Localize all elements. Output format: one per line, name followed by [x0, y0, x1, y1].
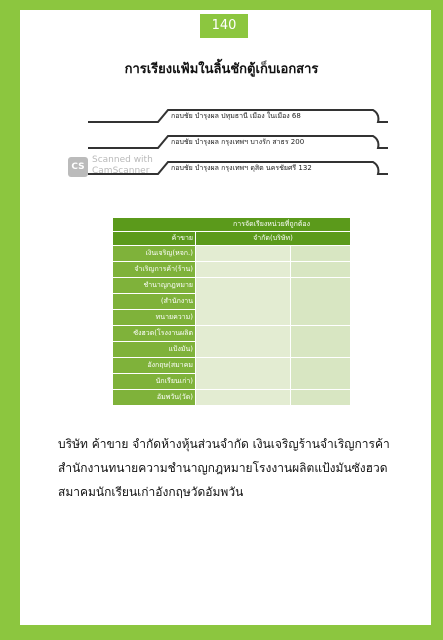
row-label: ชำนาญกฎหมาย: [113, 278, 196, 294]
table-row: [113, 246, 351, 262]
row-label: นักเรียนเก่า): [113, 374, 196, 390]
folder-label-2: กอบชัย บำรุงผล กรุงเทพฯ บางรัก สาธร 200: [171, 138, 305, 146]
page-number: 140: [200, 14, 248, 38]
folder-label-1: กอบชัย บำรุงผล ปทุมธานี เมือง ในเมือง 68: [171, 112, 301, 120]
column-header-1: ค้าขาย: [113, 232, 196, 246]
folder-label-3: กอบชัย บำรุงผล กรุงเทพฯ ดุสิต นครชัยศรี 132: [171, 164, 312, 172]
row-label: จำเริญการค้า(ร้าน): [113, 262, 196, 278]
row-label: (สำนักงาน: [113, 294, 196, 310]
row-label: ทนายความ): [113, 310, 196, 326]
table-row: [113, 278, 351, 294]
table-header: การจัดเรียงหน่วยที่ถูกต้อง: [113, 218, 351, 232]
body-paragraph: บริษัท ค้าขาย จำกัดห้างหุ้นส่วนจำกัด เงินเจริญร้านจำเริญการค้า สำนักงานทนายความชำนาญกฎหมายโรงงานผลิตแป้งมันซังฮวด สมาคมนักเรียนเก่าอังกฤษวัดอัมพวัน: [58, 437, 390, 499]
page-title: การเรียงแฟ้มในลิ้นชักตู้เก็บเอกสาร: [124, 62, 319, 77]
row-label: แป้งมัน): [113, 342, 196, 358]
row-label: อัมพวัน(วัด): [113, 390, 196, 406]
table-row: [113, 326, 351, 342]
camscanner-logo: CS: [68, 157, 88, 177]
row-label: อังกฤษ(สมาคม: [113, 358, 196, 374]
table-row: [113, 262, 351, 278]
row-label: เงินเจริญ(หจก.): [113, 246, 196, 262]
filing-order-table: [112, 217, 351, 406]
table-row: [113, 358, 351, 374]
scan-watermark: [68, 155, 178, 183]
table-row: [113, 390, 351, 406]
watermark-line-1: Scanned with: [92, 155, 153, 165]
column-header-2: จำกัด(บริษัท): [196, 232, 351, 246]
row-label: ซังฮวด(โรงงานผลิต: [113, 326, 196, 342]
watermark-line-2: CamScanner: [92, 166, 150, 176]
